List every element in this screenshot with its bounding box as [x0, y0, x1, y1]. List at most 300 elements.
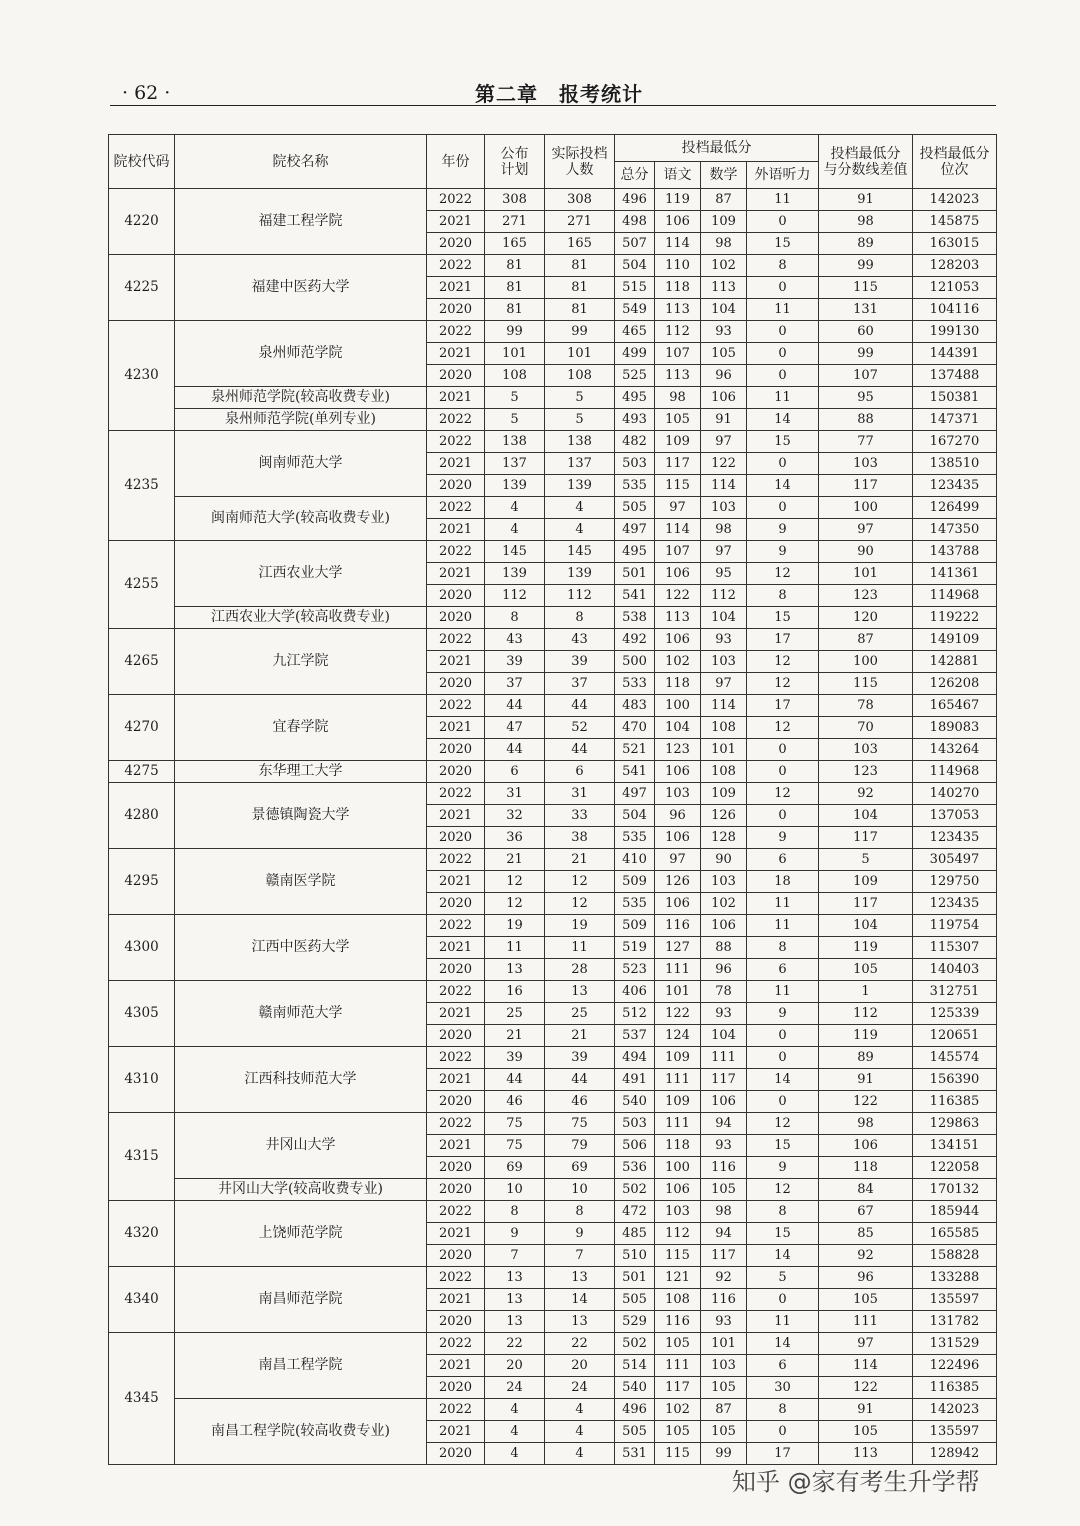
school-name-cell: 闽南师范大学(较高收费专业): [175, 497, 427, 541]
listening-cell: 15: [747, 233, 819, 255]
school-code-cell: 4280: [109, 783, 175, 849]
chinese-cell: 127: [655, 937, 701, 959]
total-cell: 505: [615, 1421, 655, 1443]
math-cell: 106: [701, 1091, 747, 1113]
chinese-cell: 98: [655, 387, 701, 409]
rank-cell: 131529: [913, 1333, 997, 1355]
chinese-cell: 111: [655, 1113, 701, 1135]
plan-cell: 8: [485, 1201, 545, 1223]
rank-cell: 145875: [913, 211, 997, 233]
school-name-cell: 赣南师范大学: [175, 981, 427, 1047]
math-cell: 104: [701, 607, 747, 629]
listening-cell: 8: [747, 585, 819, 607]
chinese-cell: 97: [655, 849, 701, 871]
rank-cell: 165467: [913, 695, 997, 717]
diff-cell: 89: [819, 233, 913, 255]
total-cell: 496: [615, 189, 655, 211]
diff-cell: 92: [819, 783, 913, 805]
total-cell: 500: [615, 651, 655, 673]
math-cell: 126: [701, 805, 747, 827]
header-rule: [110, 105, 996, 106]
actual-cell: 108: [545, 365, 615, 387]
header-name: 院校名称: [175, 135, 427, 189]
plan-cell: 37: [485, 673, 545, 695]
plan-cell: 44: [485, 1069, 545, 1091]
listening-cell: 12: [747, 1179, 819, 1201]
math-cell: 105: [701, 1377, 747, 1399]
total-cell: 512: [615, 1003, 655, 1025]
listening-cell: 0: [747, 1025, 819, 1047]
page-header: [110, 72, 996, 108]
listening-cell: 0: [747, 805, 819, 827]
chinese-cell: 107: [655, 541, 701, 563]
year-cell: 2022: [427, 321, 485, 343]
year-cell: 2021: [427, 1289, 485, 1311]
listening-cell: 12: [747, 673, 819, 695]
diff-cell: 122: [819, 1091, 913, 1113]
listening-cell: 0: [747, 497, 819, 519]
diff-cell: 117: [819, 893, 913, 915]
plan-cell: 44: [485, 739, 545, 761]
total-cell: 541: [615, 585, 655, 607]
year-cell: 2020: [427, 893, 485, 915]
year-cell: 2020: [427, 1245, 485, 1267]
actual-cell: 4: [545, 519, 615, 541]
year-cell: 2021: [427, 211, 485, 233]
total-cell: 492: [615, 629, 655, 651]
total-cell: 529: [615, 1311, 655, 1333]
listening-cell: 11: [747, 981, 819, 1003]
year-cell: 2022: [427, 1201, 485, 1223]
diff-cell: 99: [819, 343, 913, 365]
year-cell: 2022: [427, 1399, 485, 1421]
diff-cell: 120: [819, 607, 913, 629]
listening-cell: 12: [747, 717, 819, 739]
listening-cell: 0: [747, 761, 819, 783]
chinese-cell: 105: [655, 409, 701, 431]
diff-cell: 97: [819, 519, 913, 541]
actual-cell: 22: [545, 1333, 615, 1355]
diff-cell: 1: [819, 981, 913, 1003]
total-cell: 507: [615, 233, 655, 255]
school-name-cell: 江西农业大学(较高收费专业): [175, 607, 427, 629]
total-cell: 496: [615, 1399, 655, 1421]
plan-cell: 44: [485, 695, 545, 717]
actual-cell: 31: [545, 783, 615, 805]
year-cell: 2022: [427, 629, 485, 651]
diff-cell: 103: [819, 739, 913, 761]
school-code-cell: 4320: [109, 1201, 175, 1267]
year-cell: 2022: [427, 1047, 485, 1069]
diff-cell: 78: [819, 695, 913, 717]
actual-cell: 4: [545, 1443, 615, 1465]
year-cell: 2020: [427, 1157, 485, 1179]
actual-cell: 52: [545, 717, 615, 739]
plan-cell: 7: [485, 1245, 545, 1267]
total-cell: 504: [615, 805, 655, 827]
total-cell: 495: [615, 387, 655, 409]
chinese-cell: 106: [655, 893, 701, 915]
listening-cell: 14: [747, 409, 819, 431]
chinese-cell: 106: [655, 1179, 701, 1201]
year-cell: 2020: [427, 827, 485, 849]
math-cell: 97: [701, 541, 747, 563]
plan-cell: 21: [485, 849, 545, 871]
chinese-cell: 108: [655, 1289, 701, 1311]
total-cell: 531: [615, 1443, 655, 1465]
math-cell: 93: [701, 629, 747, 651]
rank-cell: 165585: [913, 1223, 997, 1245]
table-row: [109, 409, 997, 431]
listening-cell: 14: [747, 475, 819, 497]
chinese-cell: 105: [655, 1421, 701, 1443]
year-cell: 2022: [427, 541, 485, 563]
year-cell: 2021: [427, 453, 485, 475]
actual-cell: 13: [545, 981, 615, 1003]
total-cell: 514: [615, 1355, 655, 1377]
table-row: [109, 761, 997, 783]
total-cell: 498: [615, 211, 655, 233]
total-cell: 406: [615, 981, 655, 1003]
plan-cell: 75: [485, 1113, 545, 1135]
header-total: 总分: [615, 162, 655, 189]
math-cell: 88: [701, 937, 747, 959]
total-cell: 410: [615, 849, 655, 871]
total-cell: 515: [615, 277, 655, 299]
diff-cell: 104: [819, 915, 913, 937]
chinese-cell: 114: [655, 519, 701, 541]
math-cell: 104: [701, 1025, 747, 1047]
year-cell: 2021: [427, 563, 485, 585]
actual-cell: 4: [545, 1421, 615, 1443]
school-code-cell: 4230: [109, 321, 175, 431]
actual-cell: 81: [545, 255, 615, 277]
actual-cell: 13: [545, 1267, 615, 1289]
chinese-cell: 100: [655, 695, 701, 717]
rank-cell: 114968: [913, 585, 997, 607]
rank-cell: 126499: [913, 497, 997, 519]
total-cell: 505: [615, 1289, 655, 1311]
school-code-cell: 4270: [109, 695, 175, 761]
listening-cell: 15: [747, 1135, 819, 1157]
listening-cell: 15: [747, 607, 819, 629]
table-row: [109, 1267, 997, 1289]
school-code-cell: 4310: [109, 1047, 175, 1113]
header-code: 院校代码: [109, 135, 175, 189]
chinese-cell: 106: [655, 629, 701, 651]
diff-cell: 112: [819, 1003, 913, 1025]
school-name-cell: 江西农业大学: [175, 541, 427, 607]
year-cell: 2021: [427, 1421, 485, 1443]
total-cell: 523: [615, 959, 655, 981]
chinese-cell: 104: [655, 717, 701, 739]
plan-cell: 108: [485, 365, 545, 387]
rank-cell: 185944: [913, 1201, 997, 1223]
math-cell: 113: [701, 277, 747, 299]
chinese-cell: 113: [655, 299, 701, 321]
chinese-cell: 109: [655, 1047, 701, 1069]
chinese-cell: 109: [655, 1091, 701, 1113]
year-cell: 2021: [427, 1355, 485, 1377]
chinese-cell: 115: [655, 1443, 701, 1465]
math-cell: 96: [701, 365, 747, 387]
diff-cell: 115: [819, 673, 913, 695]
math-cell: 99: [701, 1443, 747, 1465]
school-code-cell: 4295: [109, 849, 175, 915]
diff-cell: 89: [819, 1047, 913, 1069]
year-cell: 2022: [427, 915, 485, 937]
listening-cell: 11: [747, 387, 819, 409]
year-cell: 2022: [427, 431, 485, 453]
total-cell: 493: [615, 409, 655, 431]
plan-cell: 6: [485, 761, 545, 783]
year-cell: 2020: [427, 299, 485, 321]
actual-cell: 37: [545, 673, 615, 695]
rank-cell: 147350: [913, 519, 997, 541]
actual-cell: 39: [545, 651, 615, 673]
listening-cell: 30: [747, 1377, 819, 1399]
diff-cell: 84: [819, 1179, 913, 1201]
listening-cell: 0: [747, 1047, 819, 1069]
total-cell: 485: [615, 1223, 655, 1245]
rank-cell: 129750: [913, 871, 997, 893]
table-row: [109, 497, 997, 519]
math-cell: 103: [701, 651, 747, 673]
math-cell: 93: [701, 1311, 747, 1333]
math-cell: 114: [701, 475, 747, 497]
diff-cell: 88: [819, 409, 913, 431]
table-row: [109, 783, 997, 805]
math-cell: 116: [701, 1157, 747, 1179]
listening-cell: 11: [747, 299, 819, 321]
year-cell: 2020: [427, 233, 485, 255]
diff-cell: 91: [819, 1069, 913, 1091]
total-cell: 535: [615, 893, 655, 915]
table-row: [109, 1113, 997, 1135]
plan-cell: 4: [485, 1399, 545, 1421]
math-cell: 117: [701, 1245, 747, 1267]
plan-cell: 39: [485, 1047, 545, 1069]
diff-cell: 131: [819, 299, 913, 321]
header-min-scores: 投档最低分: [615, 135, 819, 162]
listening-cell: 14: [747, 1333, 819, 1355]
rank-cell: 141361: [913, 563, 997, 585]
plan-cell: 138: [485, 431, 545, 453]
math-cell: 108: [701, 761, 747, 783]
plan-cell: 101: [485, 343, 545, 365]
math-cell: 103: [701, 497, 747, 519]
rank-cell: 133288: [913, 1267, 997, 1289]
diff-cell: 95: [819, 387, 913, 409]
rank-cell: 123435: [913, 893, 997, 915]
plan-cell: 36: [485, 827, 545, 849]
diff-cell: 91: [819, 1399, 913, 1421]
rank-cell: 131782: [913, 1311, 997, 1333]
plan-cell: 112: [485, 585, 545, 607]
total-cell: 470: [615, 717, 655, 739]
school-name-cell: 赣南医学院: [175, 849, 427, 915]
school-name-cell: 泉州师范学院(较高收费专业): [175, 387, 427, 409]
school-name-cell: 江西中医药大学: [175, 915, 427, 981]
total-cell: 525: [615, 365, 655, 387]
actual-cell: 79: [545, 1135, 615, 1157]
plan-cell: 20: [485, 1355, 545, 1377]
math-cell: 93: [701, 321, 747, 343]
actual-cell: 19: [545, 915, 615, 937]
footer-watermark: 知乎 @家有考生升学帮: [732, 1468, 980, 1496]
rank-cell: 115307: [913, 937, 997, 959]
chinese-cell: 122: [655, 585, 701, 607]
diff-cell: 122: [819, 1377, 913, 1399]
header-chinese: 语文: [655, 162, 701, 189]
diff-cell: 97: [819, 1333, 913, 1355]
rank-cell: 144391: [913, 343, 997, 365]
table-row: [109, 541, 997, 563]
actual-cell: 75: [545, 1113, 615, 1135]
listening-cell: 17: [747, 695, 819, 717]
listening-cell: 0: [747, 1091, 819, 1113]
diff-cell: 85: [819, 1223, 913, 1245]
listening-cell: 9: [747, 519, 819, 541]
math-cell: 92: [701, 1267, 747, 1289]
math-cell: 102: [701, 893, 747, 915]
school-name-cell: 宜春学院: [175, 695, 427, 761]
actual-cell: 13: [545, 1311, 615, 1333]
math-cell: 103: [701, 871, 747, 893]
school-code-cell: 4235: [109, 431, 175, 541]
math-cell: 87: [701, 1399, 747, 1421]
year-cell: 2020: [427, 959, 485, 981]
total-cell: 499: [615, 343, 655, 365]
actual-cell: 81: [545, 277, 615, 299]
table-row: [109, 1399, 997, 1421]
plan-cell: 25: [485, 1003, 545, 1025]
listening-cell: 0: [747, 211, 819, 233]
year-cell: 2020: [427, 1091, 485, 1113]
listening-cell: 11: [747, 893, 819, 915]
math-cell: 101: [701, 739, 747, 761]
chinese-cell: 117: [655, 1377, 701, 1399]
plan-cell: 75: [485, 1135, 545, 1157]
listening-cell: 15: [747, 1223, 819, 1245]
plan-cell: 10: [485, 1179, 545, 1201]
actual-cell: 39: [545, 1047, 615, 1069]
rank-cell: 123435: [913, 475, 997, 497]
math-cell: 98: [701, 1201, 747, 1223]
diff-cell: 100: [819, 497, 913, 519]
chinese-cell: 97: [655, 497, 701, 519]
table-row: [109, 1047, 997, 1069]
chinese-cell: 106: [655, 563, 701, 585]
actual-cell: 69: [545, 1157, 615, 1179]
rank-cell: 147371: [913, 409, 997, 431]
diff-cell: 117: [819, 827, 913, 849]
year-cell: 2020: [427, 365, 485, 387]
year-cell: 2022: [427, 255, 485, 277]
listening-cell: 0: [747, 321, 819, 343]
actual-cell: 21: [545, 1025, 615, 1047]
actual-cell: 33: [545, 805, 615, 827]
plan-cell: 12: [485, 893, 545, 915]
rank-cell: 128203: [913, 255, 997, 277]
listening-cell: 12: [747, 651, 819, 673]
diff-cell: 67: [819, 1201, 913, 1223]
total-cell: 491: [615, 1069, 655, 1091]
actual-cell: 11: [545, 937, 615, 959]
table-row: [109, 189, 997, 211]
rank-cell: 137488: [913, 365, 997, 387]
total-cell: 533: [615, 673, 655, 695]
chinese-cell: 119: [655, 189, 701, 211]
actual-cell: 7: [545, 1245, 615, 1267]
table-row: [109, 915, 997, 937]
actual-cell: 44: [545, 695, 615, 717]
total-cell: 465: [615, 321, 655, 343]
plan-cell: 139: [485, 475, 545, 497]
diff-cell: 5: [819, 849, 913, 871]
actual-cell: 271: [545, 211, 615, 233]
math-cell: 104: [701, 299, 747, 321]
listening-cell: 17: [747, 1443, 819, 1465]
diff-cell: 111: [819, 1311, 913, 1333]
plan-cell: 16: [485, 981, 545, 1003]
math-cell: 106: [701, 915, 747, 937]
rank-cell: 156390: [913, 1069, 997, 1091]
listening-cell: 0: [747, 343, 819, 365]
total-cell: 519: [615, 937, 655, 959]
actual-cell: 308: [545, 189, 615, 211]
actual-cell: 10: [545, 1179, 615, 1201]
diff-cell: 107: [819, 365, 913, 387]
year-cell: 2021: [427, 1135, 485, 1157]
year-cell: 2021: [427, 717, 485, 739]
table-row: [109, 607, 997, 629]
rank-cell: 149109: [913, 629, 997, 651]
header-year: 年份: [427, 135, 485, 189]
rank-cell: 129863: [913, 1113, 997, 1135]
total-cell: 503: [615, 1113, 655, 1135]
school-name-cell: 泉州师范学院: [175, 321, 427, 387]
rank-cell: 142881: [913, 651, 997, 673]
actual-cell: 81: [545, 299, 615, 321]
rank-cell: 126208: [913, 673, 997, 695]
year-cell: 2022: [427, 1113, 485, 1135]
chinese-cell: 123: [655, 739, 701, 761]
total-cell: 501: [615, 563, 655, 585]
listening-cell: 9: [747, 541, 819, 563]
plan-cell: 24: [485, 1377, 545, 1399]
chinese-cell: 111: [655, 1355, 701, 1377]
math-cell: 91: [701, 409, 747, 431]
diff-cell: 92: [819, 1245, 913, 1267]
rank-cell: 119222: [913, 607, 997, 629]
listening-cell: 0: [747, 1421, 819, 1443]
chinese-cell: 124: [655, 1025, 701, 1047]
year-cell: 2020: [427, 475, 485, 497]
rank-cell: 158828: [913, 1245, 997, 1267]
school-code-cell: 4275: [109, 761, 175, 783]
chinese-cell: 115: [655, 1245, 701, 1267]
math-cell: 112: [701, 585, 747, 607]
header-actual: 实际投档 人数: [545, 135, 615, 189]
diff-cell: 106: [819, 1135, 913, 1157]
plan-cell: 39: [485, 651, 545, 673]
plan-cell: 47: [485, 717, 545, 739]
diff-cell: 113: [819, 1443, 913, 1465]
listening-cell: 14: [747, 1245, 819, 1267]
chinese-cell: 118: [655, 673, 701, 695]
chinese-cell: 103: [655, 1201, 701, 1223]
